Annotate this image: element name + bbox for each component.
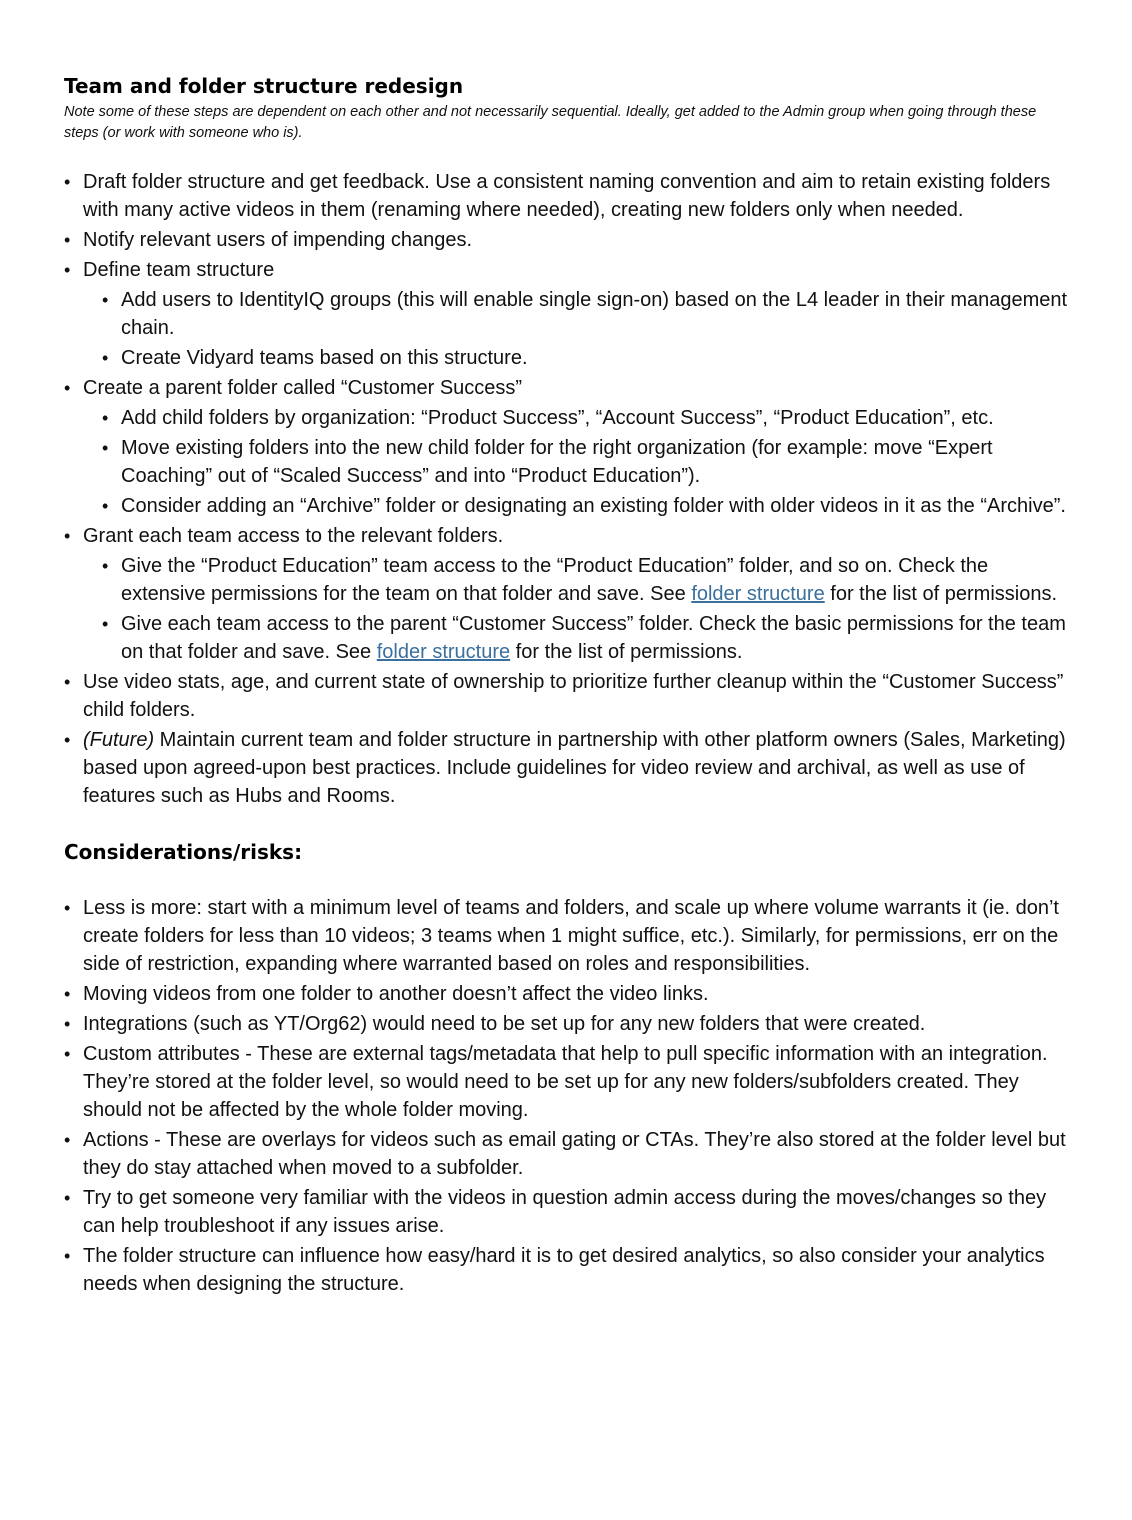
list-item (102, 552, 1072, 608)
consideration-text: Actions - These are overlays for videos such as email gating or CTAs. They’re also stored at the folder level but they do stay attached when moved to a subfolder. (83, 1129, 1066, 1179)
step-text: Maintain current team and folder structure in partnership with other platform owners (Sales, Marketing) based upon agreed-upon best practices. Include guidelines for video review and archival, as well as use of features such as Hubs and Rooms. (83, 729, 1066, 807)
list-item (64, 168, 1072, 224)
step-text: Draft folder structure and get feedback. Use a consistent naming convention and aim to retain existing folders with many active videos in them (renaming where needed), creating new folders only when needed. (83, 171, 1051, 221)
list-item (102, 492, 1072, 520)
list-item (64, 1184, 1072, 1240)
consideration-text: Custom attributes - These are external tags/metadata that help to pull specific information with an integration. They’re stored at the folder level, so would need to be set up for any new folders/subfolders created. They should not be affected by the whole folder moving. (83, 1043, 1048, 1121)
step-text: Add users to IdentityIQ groups (this will enable single sign-on) based on the L4 leader in their management chain. (121, 289, 1068, 339)
step-text: Give each team access to the parent “Customer Success” folder. Check the basic permissions for the team on that folder and save. See (121, 613, 1066, 663)
list-item (64, 1242, 1072, 1298)
step-text: Use video stats, age, and current state of ownership to prioritize further cleanup within the “Customer Success” child folders. (83, 671, 1064, 721)
list-item (102, 286, 1072, 342)
sub-list (102, 404, 1072, 520)
step-text: Create Vidyard teams based on this structure. (121, 347, 528, 369)
consideration-text: The folder structure can influence how easy/hard it is to get desired analytics, so also consider your analytics needs when designing the structure. (83, 1245, 1045, 1295)
list-item (64, 668, 1072, 724)
consideration-text: Moving videos from one folder to another doesn’t affect the video links. (83, 983, 709, 1005)
folder-structure-link[interactable]: folder structure (376, 641, 511, 663)
list-item (102, 434, 1072, 490)
step-text: Add child folders by organization: “Product Success”, “Account Success”, “Product Education”, etc. (121, 407, 994, 429)
list-item (64, 522, 1072, 666)
considerations-list (64, 894, 1072, 1298)
list-item (64, 1010, 1072, 1038)
list-item (64, 726, 1072, 810)
list-item (64, 226, 1072, 254)
future-label: (Future) (83, 729, 155, 751)
list-item (64, 1040, 1072, 1124)
step-text: Grant each team access to the relevant folders. (83, 525, 504, 547)
step-text: Consider adding an “Archive” folder or designating an existing folder with older videos in it as the “Archive”. (121, 495, 1066, 517)
step-text: Move existing folders into the new child folder for the right organization (for example: move “Expert Coaching” out of “Scaled Success” and into “Product Education”). (121, 437, 993, 487)
list-item (102, 610, 1072, 666)
list-item (102, 344, 1072, 372)
list-item (64, 374, 1072, 520)
consideration-text: Less is more: start with a minimum level of teams and folders, and scale up where volume warrants it (ie. don’t create folders for less than 10 videos; 3 teams when 1 might suffice, etc.). Similarly, for permissions, err on the side of restriction, expanding where warranted based on roles and responsibilities. (83, 897, 1059, 975)
step-text: Create a parent folder called “Customer Success” (83, 377, 523, 399)
consideration-text: Integrations (such as YT/Org62) would need to be set up for any new folders that were created. (83, 1013, 926, 1035)
page-title: Team and folder structure redesign (64, 74, 464, 98)
step-text: Give the “Product Education” team access to the “Product Education” folder, and so on. Check the extensive permissions for the team on that folder and save. See (121, 555, 989, 605)
list-item (64, 894, 1072, 978)
steps-list (64, 168, 1072, 810)
consideration-text: Try to get someone very familiar with the videos in question admin access during the moves/changes so they can help troubleshoot if any issues arise. (83, 1187, 1047, 1237)
list-item (102, 404, 1072, 432)
list-item (64, 1126, 1072, 1182)
considerations-heading: Considerations/risks: (64, 840, 303, 864)
folder-structure-link[interactable]: folder structure (691, 583, 825, 605)
list-item (64, 980, 1072, 1008)
step-text: for the list of permissions. (510, 641, 743, 663)
step-text: Define team structure (83, 259, 275, 281)
sub-list (102, 552, 1072, 666)
list-item (64, 256, 1072, 372)
intro-note: Note some of these steps are dependent on each other and not necessarily sequential. Ideally, get added to the Admin group when going through these steps (or work with someone who is). (64, 104, 1037, 141)
step-text: Notify relevant users of impending changes. (83, 229, 473, 251)
sub-list (102, 286, 1072, 372)
step-text: for the list of permissions. (824, 583, 1058, 605)
